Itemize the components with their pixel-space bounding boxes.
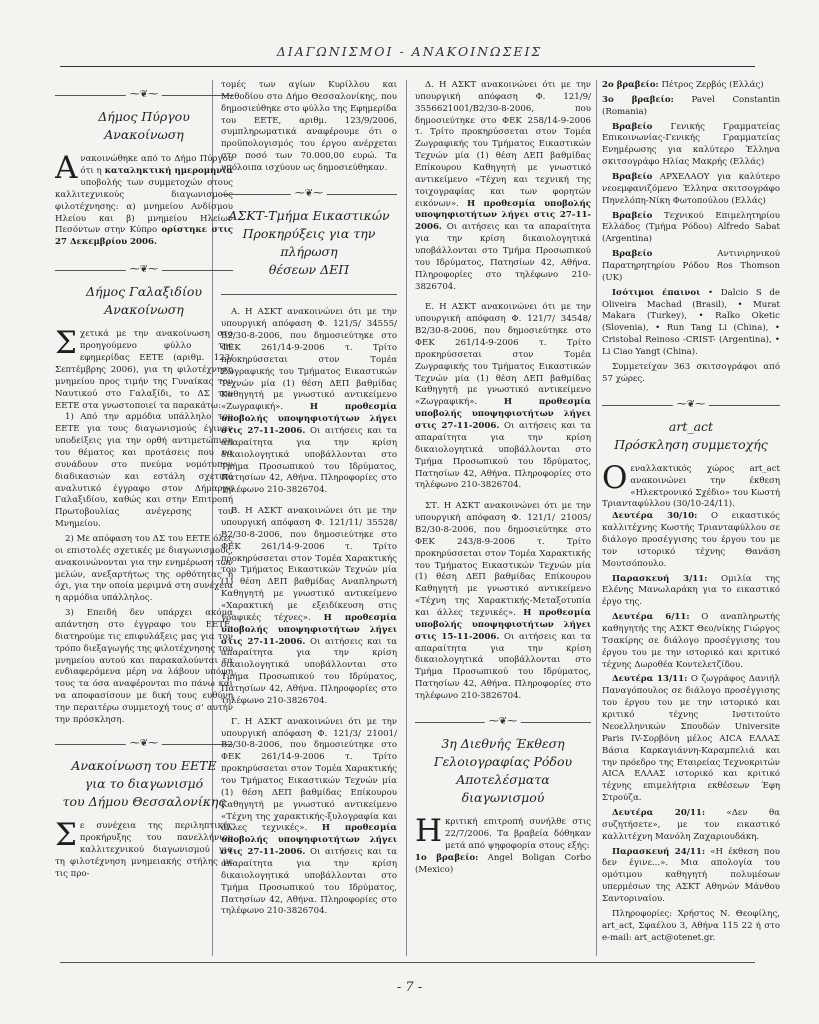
announcement-c: Γ. Η ΑΣΚΤ ανακοινώνει ότι με την υπουργική απόφαση Φ. 121/3/ 21001/ Β2/30-8-2006, που δημοσιεύτηκε στο ΦΕΚ 261/14-9-2006 τ. Τρίτο προκηρύσσεται στον Τομέα Χαρακτικής του Τμήματος Εικαστικών Τεχνών μία (1) θέση ΔΕΠ βαθμίδας Επίκουρου Καθηγητή με γνωστικό αντικείμενο «Τέχνη της χαρακτικής-ξυλογραφία και άλλες τεχνικές». Η προθεσμία υποβολής υποψηφιοτήτων λήγει στις 27-11-2006. Οι αιτήσεις και τα απαραίτητα για την κρίση δικαιολογητικά υποβάλλονται στο Τμήμα Προσωπικού του Ιδρύματος, Πατησίων 42, Αθήνα. Πληροφορίες στο τηλέφωνο 210-3826704. [221,716,398,917]
header-rule [60,66,755,67]
event-item: Δευτέρα 13/11: Ο ζωγράφος Δανιήλ Παναγόπουλος σε διάλογο προσέγγισης του έργου του με την ιστορικό και κριτικό τέχνης Ινστιτούτο Νεοελληνικών Σπουδών Universite Paris IV-Σορβόνη μέλος AICA ΕΛΛΑΣ Βάσια Καρκαγιάννη-Καραμπελιά και την πρόεδρο της Εταιρείας Τεχνοκριτών AICA ΕΛΛΑΣ ιστορικό και κριτικό τέχνης επιμελήτρια εκθέσεων Έφη Στρούζα. [602,674,780,804]
column-1 [55,82,233,880]
paragraph: 2) Με απόφαση του ΔΣ του ΕΕΤΕ όλες οι επιστολές σχετικές με διαγωνισμούς, ανακοινώνονται για την ενημέρωση των μελών, ανεξαρτήτως της ορθότητας ή όχι, για την οποία μεριμνά στη συνέχεια η αρμόδια υπάλληλος. [55,533,233,604]
footer-rule [60,962,755,963]
prize-second: 2ο βραβείο: Πέτρος Ζερβός (Ελλάς) [602,80,764,90]
paragraph: τομές των αγίων Κυρίλλου και Μεθοδίου στο Δήμο Θεσσαλονίκης, που δημοσιεύθηκε στο φύλλο της Εφημερίδα του ΕΕΤΕ, αριθμ. 123/9/2006, συμπληρωματικά αναφέρουμε ότι ο προϋπολογισμός του έργου ανέρχεται στο ποσό των 70.000,00 ευρώ. Τα υπόλοιπα ισχύουν ως δημοσιεύθηκαν. [221,80,397,174]
participants-note: Συμμετείχαν 363 σκιτσογράφοι από 57 χώρες. [602,361,780,384]
announcement-b: Β. Η ΑΣΚΤ ανακοινώνει ότι με την υπουργική απόφαση Φ. 121/11/ 35528/ Β2/30-8-2006, που δημοσιεύτηκε στο ΦΕΚ 261/14-9-2006 τ. Τρίτο προκηρύσσεται στον Τομέα Χαρακτικής του Τμήματος Εικαστικών Τεχνών μία (1) θέση ΔΕΠ βαθμίδας Αναπληρωτή Καθηγητή με γνωστικό αντικείμενο «Χαρακτική με εξειδίκευση στις γραφικές τέχνες». Η προθεσμία υποβολής υποψηφιοτήτων λήγει στις 27-11-2006. Οι αιτήσεις και τα απαραίτητα για την κρίση δικαιολογητικά υποβάλλονται στο Τμήμα Προσωπικού του Ιδρύματος, Πατησίων 42, Αθήνα. Πληροφορίες στο τηλέφωνο 210-3826704. [221,506,397,706]
article-galaxidi: Σ χετικά με την ανακοίνωση στο προηγούμενο φύλλο της εφημερίδας ΕΕΤΕ (αριθμ. 123/Σεπτέμβρης 2006), για τη φιλοτέχνηση μνημείου προς τιμήν της Γυναίκας του Ναυτικού στο Γαλαξίδι, το ΔΣ του ΕΕΤΕ στα γνωστοποιεί τα παρακάτω: [55,329,233,411]
section-title-pyrgos: Δήμος Πύργου Ανακοίνωση [98,109,190,143]
event-item: Παρασκευή 24/11: «Η έκθεση που δεν έγινε...». Μια απολογία του ομότιμου καθηγητή πολυμέσων υπερμέσων της ΑΣΚΤ Αθηνών Μάνθου Σαντοριναίου. [602,846,780,904]
drop-cap: Σ [55,329,77,362]
column-3 [415,80,591,880]
column-2 [221,80,397,921]
event-item: Παρασκευή 3/11: Ομιλία της Ελένης Μανωλαράκη για το εικαστικό έργο της. [602,573,780,608]
page-number: - 7 - [396,980,423,995]
section-title-rhodes-cartoon: 3η Διεθνής Έκθεση Γελοιογραφίας Ρόδου Αποτελέσματα διαγωνισμού [433,735,573,806]
award: Βραβείο Αντινιρηνικού Παρατηρητηρίου Ρόδου Ros Thomson (UK) [602,249,780,283]
honorable-mentions: Ισότιμοι έπαινοι • Dalcio S de Oliveira Machad (Brasil), • Murat Makara (Turkey), • Ralko Oketic (Slovenia), • Run Tang Li (China), • Cristobal Reinoso -CRIST- (Argentina), • Li Ciao Yangt (China). [602,287,780,358]
section-title-art-act: art_act Πρόσκληση συμμετοχής [614,418,768,452]
event-item: Δευτέρα 6/11: Ο αναπληρωτής καθηγητής της ΑΣΚΤ Θεο/νίκης Γιώργος Τσακίρης σε διάλογο προσέγγισης του έργου του με την ιστορικό και κριτικό τέχνης Δωροθέα Κοντελετζίδου. [602,612,780,670]
announcement-a: Α. Η ΑΣΚΤ ανακοινώνει ότι με την υπουργική απόφαση Φ. 121/5/ 34555/ Β2/30-8-2006, που δημοσιεύτηκε στο ΦΕΚ 261/14-9-2006 τ. Τρίτο προκηρύσσεται στον Τομέα Ζωγραφικής του Τμήματος Εικαστικών Τεχνών μία (1) θέση ΔΕΠ βαθμίδας Καθηγητή με γνωστικό αντικείμενο «Ζωγραφική». Η προθεσμία υποβολής υποψηφιοτήτων λήγει στις 27-11-2006. Οι αιτήσεις και τα απαραίτητα για την κρίση δικαιολογητικά υποβάλλονται στο Τμήμα Προσωπικού του Ιδρύματος, Πατησίων 42, Αθήνα. Πληροφορίες στο τηλέφωνο 210-3826704. [221,307,397,496]
section-rule [221,287,397,301]
paragraph: 3) Επειδή δεν υπάρχει ακόμα απάντηση στο έγγραφο του ΕΕΤΕ, διατηρούμε τις επιφυλάξεις μας για τον τρόπο διεξαγωγής της φιλοτέχνησης του μνημείου αυτού και παρακαλούνται τα ενδιαφερόμενα μέρη να λάβουν υπόψη τους τα όσα αναφέρονται πιο πάνω και να αποφασίσουν με δική τους ευθύνη την περαιτέρω συμμετοχή τους σ' αυτήν την πρόσκληση. [55,608,233,725]
article-pyrgos: Α νακοινώθηκε από το Δήμο Πύργου ότι η καταληκτική ημερομηνία υποβολής των συμμετοχών στους καλλιτεχνικούς διαγωνισμούς φιλοτέχνησης: α) μνημείου Ανδίσμου Ηλείου και β) μνημείου Ηλείων Πεσόντων στην Κύπρο ορίστηκε στις 27 Δεκεμβρίου 2006. [55,154,233,248]
award: Βραβείο Γενικής Γραμματείας Επικοινωνίας-Γενικής Γραμματείας Ενημέρωσης για καλύτερο Έλληνα σκιτσογράφο Ηλίας Μακρής (Ελλάς) [602,121,780,168]
section-ornament: ⁓❦⁓ [55,263,233,277]
section-ornament: ⁓❦⁓ [415,715,591,729]
section-ornament: ⁓❦⁓ [221,187,397,201]
section-ornament: ⁓❦⁓ [55,88,233,102]
page-header-title: ΔΙΑΓΩΝΙΣΜΟΙ - ΑΝΑΚΟΙΝΩΣΕΙΣ [276,44,543,59]
section-ornament: ⁓❦⁓ [55,737,233,751]
drop-cap: Σ [55,821,77,854]
paragraph: 1) Από την αρμόδια υπάλληλο του ΕΕΤΕ για τους διαγωνισμούς έγιναν υποδείξεις για την ορθή αντιμετώπιση του θέματος και προτάσεις που να συνάδουν στο πνεύμα νομότυπου διαδικασιών και εστάλη σχετικό αναλυτικό έγγραφο στον Δήμαρχο Γαλαξιδίου, καθώς και στην Επιτροπή Πρωτοβουλίας ανέγερσης του Μνημείου. [55,412,233,530]
contact-info: Πληροφορίες: Χρήστος Ν. Θεοφίλης, art_act, Σφαέλου 3, Αθήνα 115 22 ή στο e-mail: art_act@otenet.gr. [602,908,780,943]
article-art-act: Ο εναλλακτικός χώρος art_act ανακοινώνει την έκθεση «Ηλεκτρονικό Σχέδιο» του Κωστή Τριανταφύλλου (30/10-24/11). [602,463,780,510]
event-item: Δευτέρα 20/11: «Δεν θα συζητήσετε», με τον εικαστικό καλλιτέχνη Μανόλη Ζαχαριουδάκη. [602,807,780,842]
announcement-st: ΣΤ. Η ΑΣΚΤ ανακοινώνει ότι με την υπουργική απόφαση Φ. 121/1/ 21005/Β2/30-8-2006, που δημοσιεύτηκε στο ΦΕΚ 243/8-9-2006 τ. Τρίτο προκηρύσσεται στον Τομέα Χαρακτικής του Τμήματος Εικαστικών Τεχνών μία (1) θέση ΔΕΠ βαθμίδας Επίκουρου Καθηγητή με γνωστικό αντικείμενο «Τέχνη της Χαρακτικής-Μεταξοτυπία και άλλες τεχνικές». Η προθεσμία υποβολής υποψηφιοτήτων λήγει στις 15-11-2006. Οι αιτήσεις και τα απαραίτητα για την κρίση δικαιολογητικά υποβάλλονται στο Τμήμα Προσωπικού του Ιδρύματος, Πατησίων 42, Αθήνα. Πληροφορίες στο τηλέφωνο 210-3826704. [415,501,592,701]
event-item: Δευτέρα 30/10: Ο εικαστικός καλλιτέχνης Κωστής Τριανταφύλλου σε διάλογο προσέγγισης του έργου του με τον ιστορικό τέχνης Θανάση Μουτσόπουλο. [602,511,780,569]
award: Βραβείο Τεχνικού Επιμελητηρίου Ελλάδος (Τμήμα Ρόδου) Alfredo Sabat (Argentina) [602,210,780,245]
section-title-eete-thessaloniki: Ανακοίνωση του ΕΕΤΕ για το διαγωνισμό του Δήμου Θεσσαλονίκης [62,757,226,809]
article-eete-thessaloniki: Σ ε συνέχεια της περιληπτικής προκήρυξης του πανελλήνιου καλλιτεχνικού διαγωνισμού για τη φιλοτέχνηση μνημειακής στήλης με τις προ- [55,821,233,879]
section-title-askt: ΑΣΚΤ-Τμήμα Εικαστικών Προκηρύξεις για την πλήρωση θέσεων ΔΕΠ [228,207,390,278]
drop-cap: Α [55,154,78,187]
prize-third: 3ο βραβείο: Pavel Constantin (Romania) [602,94,780,117]
section-ornament: ⁓❦⁓ [602,398,780,412]
column-divider [406,80,407,956]
drop-cap: Η [415,817,443,850]
column-4 [602,80,780,947]
award: Βραβείο ΑΡΧΕΛΑΟΥ για καλύτερο νεοεμφανιζόμενο Έλληνα σκιτσογράφο Πηνελόπη-Νίκη Φωτοπούλου (Ελλάς) [602,172,780,206]
drop-cap: Ο [602,463,628,496]
section-title-galaxidi: Δήμος Γαλαξιδίου Ανακοίνωση [86,284,202,318]
announcement-e: Ε. Η ΑΣΚΤ ανακοινώνει ότι με την υπουργική απόφαση Φ. 121/7/ 34548/Β2/30-8-2006, που δημοσιεύτηκε στο ΦΕΚ 261/14-9-2006 τ. Τρίτο προκηρύσσεται στον Τομέα Ζωγραφικής του Τμήματος Εικαστικών Τεχνών μία (1) θέση ΔΕΠ βαθμίδας Καθηγητή με γνωστικό αντικείμενο «Ζωγραφική». Η προθεσμία υποβολής υποψηφιοτήτων λήγει στις 27-11-2006. Οι αιτήσεις και τα απαραίτητα για την κρίση δικαιολογητικά υποβάλλονται στο Τμήμα Προσωπικού του Ιδρύματος, Πατησίων 42, Αθήνα. Πληροφορίες στο τηλέφωνο 210-3826704. [415,302,591,491]
announcement-d: Δ. Η ΑΣΚΤ ανακοινώνει ότι με την υπουργική απόφαση Φ. 121/9/ 3556621001/Β2/30-8-2006, που δημοσιεύτηκε στο ΦΕΚ 258/14-9-2006 τ. Τρίτο προκηρύσσεται στον Τομέα Ζωγραφικής του Τμήματος Εικαστικών Τεχνών μία (1) θέση ΔΕΠ βαθμίδας Επίκουρου Καθηγητή με γνωστικό αντικείμενο «Τέχνη και τεχνική της τοιχογραφίας και των φορητών εικόνων». Η προθεσμία υποβολής υποψηφιοτήτων λήγει στις 27-11-2006. Οι αιτήσεις και τα απαραίτητα για την κρίση δικαιολογητικά υποβάλλονται στο Τμήμα Προσωπικού του Ιδρύματος, Πατησίων 42, Αθήνα. Πληροφορίες στο τηλέφωνο 210-3826704. [415,80,592,292]
article-rhodes-cartoon: Η κριτική επιτροπή συνήλθε στις 22/7/2006. Τα βραβεία δόθηκαν μετά από ψηφοφορία στους εξής: [415,817,591,852]
prize-first: 1ο βραβείο: Angel Boligan Corbo (Mexico) [415,852,591,875]
column-divider [596,80,597,956]
